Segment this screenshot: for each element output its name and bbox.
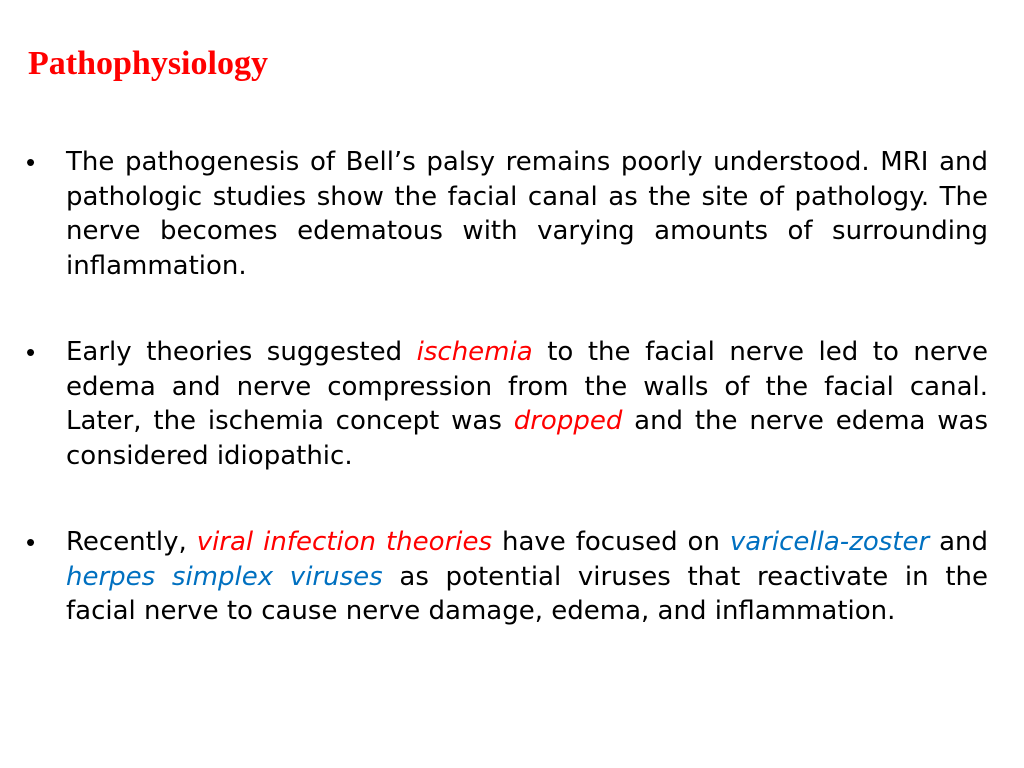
slide-title: Pathophysiology xyxy=(28,45,268,82)
bullet-list xyxy=(26,145,988,681)
bullet-text: to the facial nerve led to nerve edema and nerve compression from the walls of the facial canal. Later, the ischemia concept was xyxy=(66,337,988,436)
bullet-text: and the nerve edema was considered idiopathic. xyxy=(66,406,988,471)
bullet-item-recently xyxy=(26,525,988,629)
highlight-varicella-zoster: varicella-zoster xyxy=(729,527,930,557)
bullet-text: Early theories suggested xyxy=(66,337,417,367)
bullet-text: and xyxy=(929,527,989,557)
highlight-dropped: dropped xyxy=(513,406,623,436)
bullet-item-early-theories xyxy=(26,335,988,473)
bullet-text: The pathogenesis of Bell’s palsy remains poorly understood. MRI and pathologic studies show the facial canal as the site of pathology. The nerve becomes edematous with varying amounts of surrounding inflammation. xyxy=(66,147,988,281)
highlight-viral-infection-theories: viral infection theories xyxy=(196,527,493,557)
highlight-herpes-simplex: herpes simplex viruses xyxy=(66,561,383,592)
bullet-point-icon: • xyxy=(26,147,36,177)
bullet-point-icon: • xyxy=(26,337,36,367)
bullet-text: Recently, xyxy=(66,527,197,557)
highlight-ischemia: ischemia xyxy=(416,337,533,367)
bullet-item-pathogenesis xyxy=(26,145,988,283)
bullet-text: have focused on xyxy=(492,527,730,557)
bullet-text: as potential viruses that reactivate in the facial nerve to cause nerve damage, edema, and inflammation. xyxy=(66,561,989,626)
bullet-point-icon: • xyxy=(26,527,36,557)
